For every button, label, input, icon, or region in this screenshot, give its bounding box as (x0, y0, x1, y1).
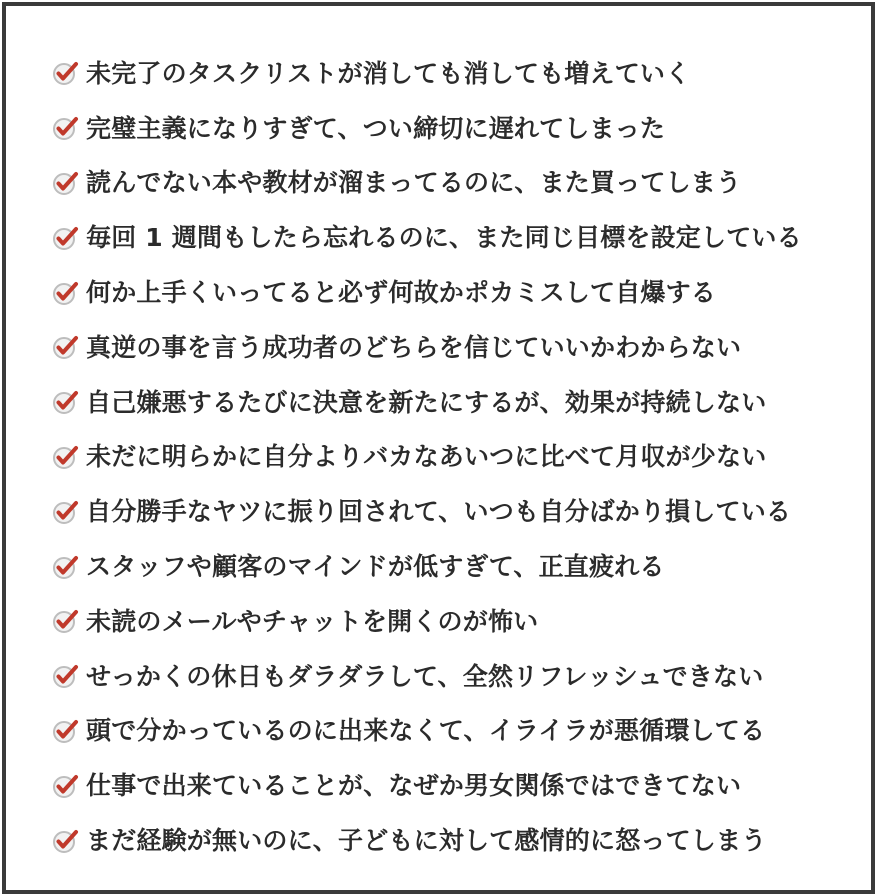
list-item-text: 真逆の事を言う成功者のどちらを信じていいかわからない (86, 332, 742, 362)
checkmark-circle-icon (52, 662, 80, 690)
list-item-text: 何か上手くいってると必ず何故かポカミスして自爆する (86, 278, 717, 308)
list-item (52, 101, 852, 156)
list-item (52, 649, 852, 704)
checkmark-circle-icon (52, 224, 80, 252)
list-item (52, 704, 852, 759)
checklist (52, 46, 852, 868)
list-item (52, 156, 852, 211)
list-item-text: 毎回 1 週間もしたら忘れるのに、また同じ目標を設定している (86, 223, 802, 253)
checklist-frame (2, 2, 875, 894)
checkmark-circle-icon (52, 607, 80, 635)
list-item (52, 210, 852, 265)
list-item-text: 未読のメールやチャットを開くのが怖い (86, 606, 539, 636)
list-item (52, 46, 852, 101)
checkmark-circle-icon (52, 827, 80, 855)
checkmark-circle-icon (52, 333, 80, 361)
list-item (52, 320, 852, 375)
list-item-text: 頭で分かっているのに出来なくて、イライラが悪循環してる (86, 716, 766, 746)
list-item (52, 758, 852, 813)
list-item (52, 594, 852, 649)
list-item-text: せっかくの休日もダラダラして、全然リフレッシュできない (86, 661, 764, 691)
list-item-text: スタッフや顧客のマインドが低すぎて、正直疲れる (86, 552, 665, 582)
checkmark-circle-icon (52, 553, 80, 581)
list-item-text: 自己嫌悪するたびに決意を新たにするが、効果が持続しない (86, 387, 767, 417)
checkmark-circle-icon (52, 443, 80, 471)
list-item (52, 265, 852, 320)
list-item-text: 自分勝手なヤツに振り回されて、いつも自分ばかり損している (86, 497, 792, 527)
checkmark-circle-icon (52, 772, 80, 800)
checkmark-circle-icon (52, 498, 80, 526)
list-item-text: 読んでない本や教材が溜まってるのに、また買ってしまう (86, 168, 742, 198)
list-item (52, 539, 852, 594)
checkmark-circle-icon (52, 114, 80, 142)
list-item (52, 813, 852, 868)
checkmark-circle-icon (52, 279, 80, 307)
list-item (52, 430, 852, 485)
list-item (52, 484, 852, 539)
list-item-text: まだ経験が無いのに、子どもに対して感情的に怒ってしまう (86, 826, 767, 856)
checkmark-circle-icon (52, 717, 80, 745)
checkmark-circle-icon (52, 169, 80, 197)
list-item-text: 仕事で出来ていることが、なぜか男女関係ではできてない (86, 771, 742, 801)
checkmark-circle-icon (52, 59, 80, 87)
list-item-text: 未完了のタスクリストが消しても消しても増えていく (86, 58, 691, 88)
list-item-text: 完璧主義になりすぎて、つい締切に遅れてしまった (86, 113, 666, 143)
list-item (52, 375, 852, 430)
list-item-text: 未だに明らかに自分よりバカなあいつに比べて月収が少ない (86, 442, 767, 472)
checkmark-circle-icon (52, 388, 80, 416)
